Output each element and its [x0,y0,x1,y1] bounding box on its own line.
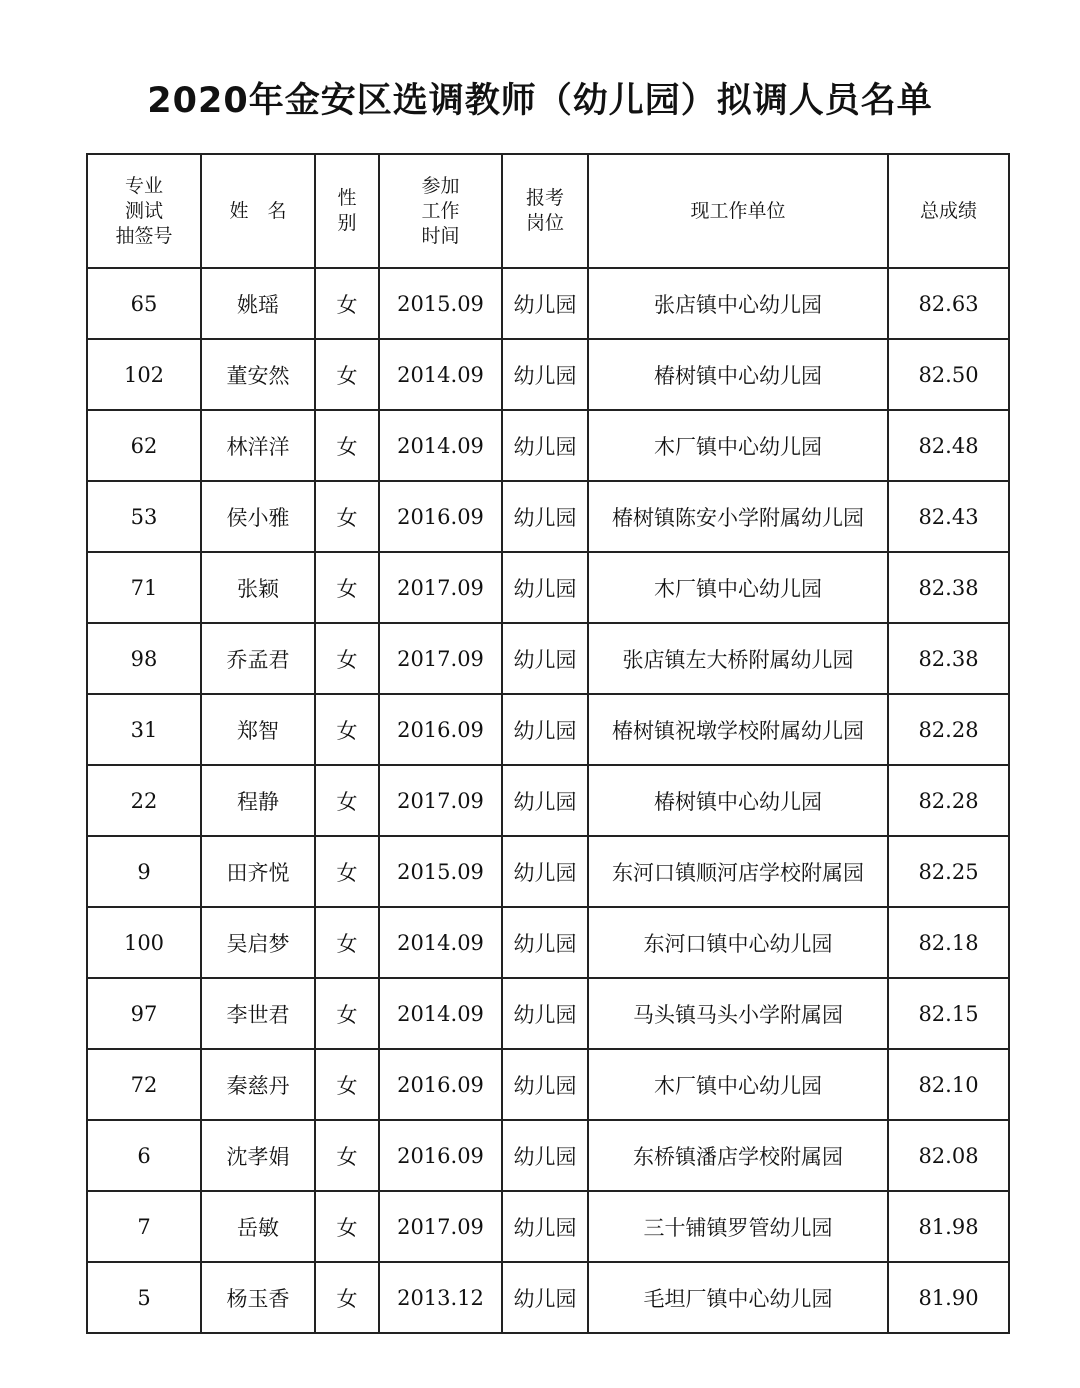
cell-name: 田齐悦 [201,836,315,907]
table-row [87,836,1009,907]
cell-work-start: 2014.09 [379,907,502,978]
cell-work-start: 2016.09 [379,694,502,765]
page-title: 2020年金安区选调教师（幼儿园）拟调人员名单 [147,81,933,121]
cell-unit: 木厂镇中心幼儿园 [588,1049,888,1120]
cell-draw-no: 53 [87,481,201,552]
cell-draw-no: 71 [87,552,201,623]
cell-position: 幼儿园 [502,1262,588,1333]
cell-draw-no: 65 [87,268,201,339]
cell-unit: 木厂镇中心幼儿园 [588,552,888,623]
cell-score: 82.18 [888,907,1009,978]
roster-body [87,268,1009,1333]
cell-draw-no: 5 [87,1262,201,1333]
cell-name: 沈孝娟 [201,1120,315,1191]
cell-score: 82.50 [888,339,1009,410]
cell-score: 82.28 [888,694,1009,765]
cell-gender: 女 [315,1049,379,1120]
cell-unit: 椿树镇祝墩学校附属幼儿园 [588,694,888,765]
cell-unit: 张店镇左大桥附属幼儿园 [588,623,888,694]
cell-name: 秦慈丹 [201,1049,315,1120]
cell-unit: 马头镇马头小学附属园 [588,978,888,1049]
cell-name: 张颖 [201,552,315,623]
header-draw-no: 专业 测试 抽签号 [87,154,201,268]
table-row [87,552,1009,623]
roster-table [86,153,1010,1334]
table-row [87,694,1009,765]
table-row [87,1191,1009,1262]
cell-score: 82.38 [888,623,1009,694]
cell-score: 81.98 [888,1191,1009,1262]
cell-work-start: 2014.09 [379,410,502,481]
cell-work-start: 2014.09 [379,339,502,410]
cell-draw-no: 72 [87,1049,201,1120]
cell-position: 幼儿园 [502,552,588,623]
cell-score: 82.63 [888,268,1009,339]
cell-gender: 女 [315,978,379,1049]
cell-draw-no: 22 [87,765,201,836]
cell-position: 幼儿园 [502,765,588,836]
cell-position: 幼儿园 [502,1049,588,1120]
header-score: 总成绩 [888,154,1009,268]
table-row [87,1049,1009,1120]
cell-gender: 女 [315,765,379,836]
cell-work-start: 2016.09 [379,1049,502,1120]
cell-unit: 椿树镇中心幼儿园 [588,765,888,836]
cell-score: 81.90 [888,1262,1009,1333]
table-row [87,907,1009,978]
table-row [87,410,1009,481]
cell-unit: 毛坦厂镇中心幼儿园 [588,1262,888,1333]
cell-draw-no: 7 [87,1191,201,1262]
table-row [87,623,1009,694]
cell-score: 82.15 [888,978,1009,1049]
cell-score: 82.28 [888,765,1009,836]
header-work-start: 参加 工作 时间 [379,154,502,268]
cell-position: 幼儿园 [502,410,588,481]
cell-unit: 椿树镇陈安小学附属幼儿园 [588,481,888,552]
cell-gender: 女 [315,694,379,765]
cell-gender: 女 [315,907,379,978]
cell-work-start: 2014.09 [379,978,502,1049]
cell-gender: 女 [315,1120,379,1191]
cell-gender: 女 [315,410,379,481]
cell-gender: 女 [315,481,379,552]
cell-gender: 女 [315,1191,379,1262]
cell-position: 幼儿园 [502,268,588,339]
cell-position: 幼儿园 [502,836,588,907]
cell-position: 幼儿园 [502,694,588,765]
cell-unit: 木厂镇中心幼儿园 [588,410,888,481]
cell-unit: 张店镇中心幼儿园 [588,268,888,339]
header-name: 姓 名 [201,154,315,268]
cell-score: 82.10 [888,1049,1009,1120]
cell-position: 幼儿园 [502,1120,588,1191]
cell-gender: 女 [315,623,379,694]
cell-position: 幼儿园 [502,1191,588,1262]
cell-position: 幼儿园 [502,978,588,1049]
table-row [87,339,1009,410]
cell-draw-no: 100 [87,907,201,978]
cell-unit: 东桥镇潘店学校附属园 [588,1120,888,1191]
cell-name: 程静 [201,765,315,836]
header-gender: 性 别 [315,154,379,268]
cell-work-start: 2016.09 [379,481,502,552]
table-row [87,1262,1009,1333]
cell-gender: 女 [315,268,379,339]
table-row [87,765,1009,836]
cell-position: 幼儿园 [502,481,588,552]
header-row [87,154,1009,268]
cell-gender: 女 [315,1262,379,1333]
cell-name: 李世君 [201,978,315,1049]
cell-draw-no: 98 [87,623,201,694]
cell-draw-no: 9 [87,836,201,907]
cell-name: 岳敏 [201,1191,315,1262]
cell-work-start: 2017.09 [379,765,502,836]
cell-name: 乔孟君 [201,623,315,694]
cell-work-start: 2017.09 [379,552,502,623]
cell-draw-no: 97 [87,978,201,1049]
header-position: 报考 岗位 [502,154,588,268]
cell-gender: 女 [315,836,379,907]
cell-name: 姚瑶 [201,268,315,339]
cell-draw-no: 31 [87,694,201,765]
cell-unit: 三十铺镇罗管幼儿园 [588,1191,888,1262]
cell-gender: 女 [315,339,379,410]
cell-unit: 东河口镇中心幼儿园 [588,907,888,978]
header-unit: 现工作单位 [588,154,888,268]
cell-score: 82.08 [888,1120,1009,1191]
cell-work-start: 2017.09 [379,1191,502,1262]
cell-score: 82.38 [888,552,1009,623]
cell-work-start: 2015.09 [379,268,502,339]
cell-score: 82.43 [888,481,1009,552]
cell-name: 杨玉香 [201,1262,315,1333]
cell-unit: 椿树镇中心幼儿园 [588,339,888,410]
cell-score: 82.48 [888,410,1009,481]
cell-name: 吴启梦 [201,907,315,978]
cell-work-start: 2015.09 [379,836,502,907]
cell-work-start: 2016.09 [379,1120,502,1191]
cell-draw-no: 6 [87,1120,201,1191]
cell-name: 郑智 [201,694,315,765]
cell-position: 幼儿园 [502,339,588,410]
cell-position: 幼儿园 [502,623,588,694]
cell-position: 幼儿园 [502,907,588,978]
cell-draw-no: 62 [87,410,201,481]
cell-name: 林洋洋 [201,410,315,481]
table-row [87,481,1009,552]
cell-work-start: 2013.12 [379,1262,502,1333]
cell-score: 82.25 [888,836,1009,907]
table-row [87,268,1009,339]
cell-work-start: 2017.09 [379,623,502,694]
cell-name: 侯小雅 [201,481,315,552]
table-row [87,978,1009,1049]
cell-name: 董安然 [201,339,315,410]
table-row [87,1120,1009,1191]
cell-gender: 女 [315,552,379,623]
cell-draw-no: 102 [87,339,201,410]
cell-unit: 东河口镇顺河店学校附属园 [588,836,888,907]
